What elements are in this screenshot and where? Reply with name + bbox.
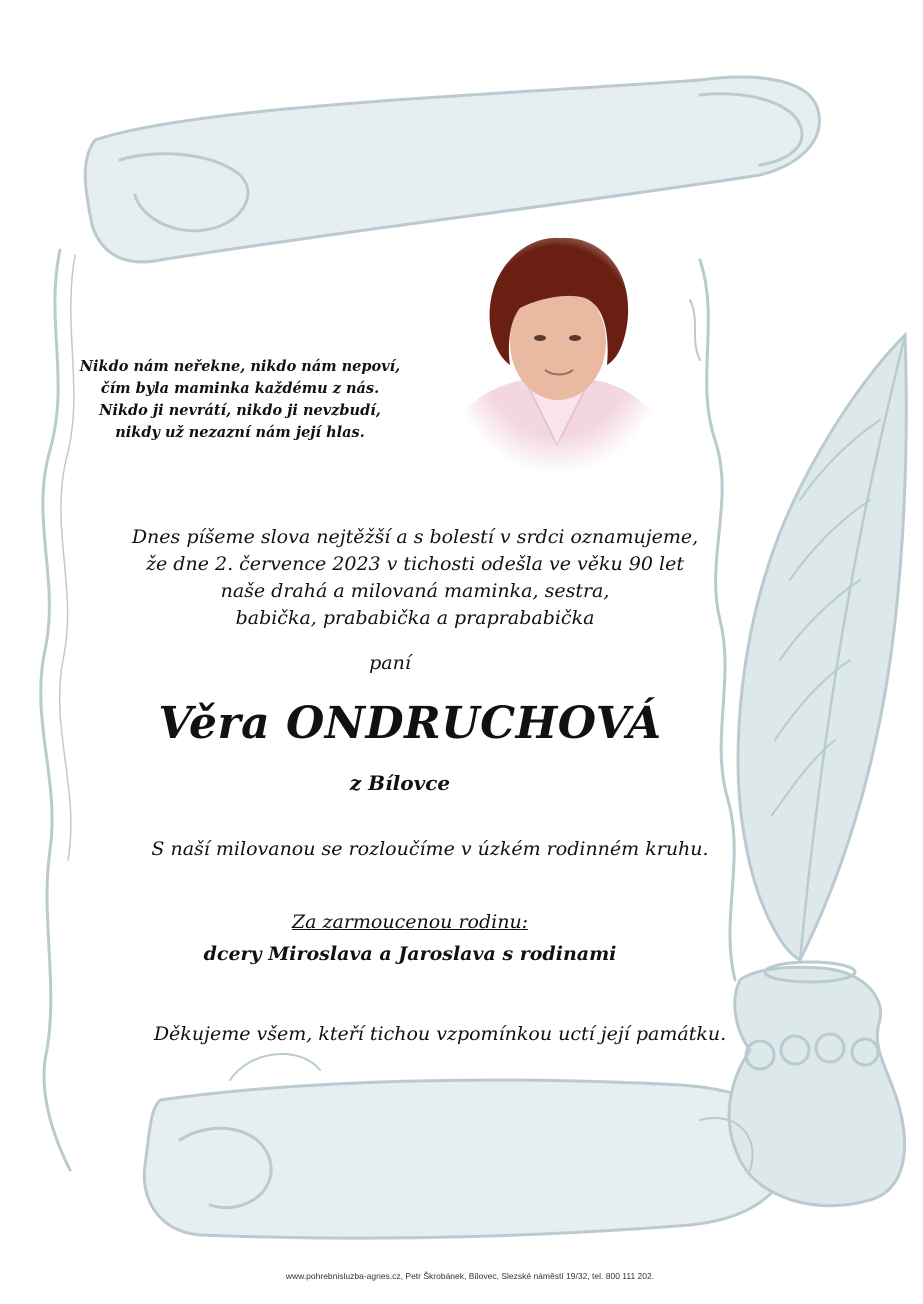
deceased-name: Věra ONDRUCHOVÁ — [158, 698, 662, 749]
honorific: paní — [369, 652, 411, 674]
family-label: Za zarmoucenou rodinu: — [291, 911, 529, 933]
poem-line: čím byla maminka každému z nás. — [100, 380, 380, 397]
announcement-line: že dne 2. července 2023 v tichosti odešla ve věku 90 let — [146, 553, 684, 575]
footer-contact: www.pohrebnisluzba-agnes.cz, Petr Škrobánek, Bílovec, Slezské náměstí 19/32, tel. 800 111 202. — [285, 1271, 655, 1281]
poem-line: Nikdo ji nevrátí, nikdo ji nevzbudí, — [99, 402, 381, 419]
poem-line: Nikdo nám neřekne, nikdo nám nepoví, — [79, 358, 401, 375]
portrait-photo — [455, 230, 660, 475]
farewell-text: S naší milovanou se rozloučíme v úzkém rodinném kruhu. — [151, 838, 709, 860]
memorial-poem — [60, 356, 420, 444]
thanks-text: Děkujeme všem, kteří tichou vzpomínkou uctí její památku. — [153, 1023, 727, 1045]
family-names: dcery Miroslava a Jaroslava s rodinami — [203, 943, 617, 965]
scroll-bottom-roll — [144, 1080, 791, 1238]
announcement-text — [90, 524, 740, 632]
deceased-origin: z Bílovce — [349, 771, 451, 795]
poem-line: nikdy už nezazní nám její hlas. — [115, 424, 365, 441]
inkwell — [729, 967, 904, 1205]
quill-feather — [738, 335, 906, 960]
announcement-line: naše drahá a milovaná maminka, sestra, — [220, 580, 610, 602]
scroll-top-roll — [85, 77, 819, 262]
announcement-line: Dnes píšeme slova nejtěžší a s bolestí v srdci oznamujeme, — [131, 526, 699, 548]
announcement-line: babička, prababička a praprababička — [235, 607, 595, 629]
